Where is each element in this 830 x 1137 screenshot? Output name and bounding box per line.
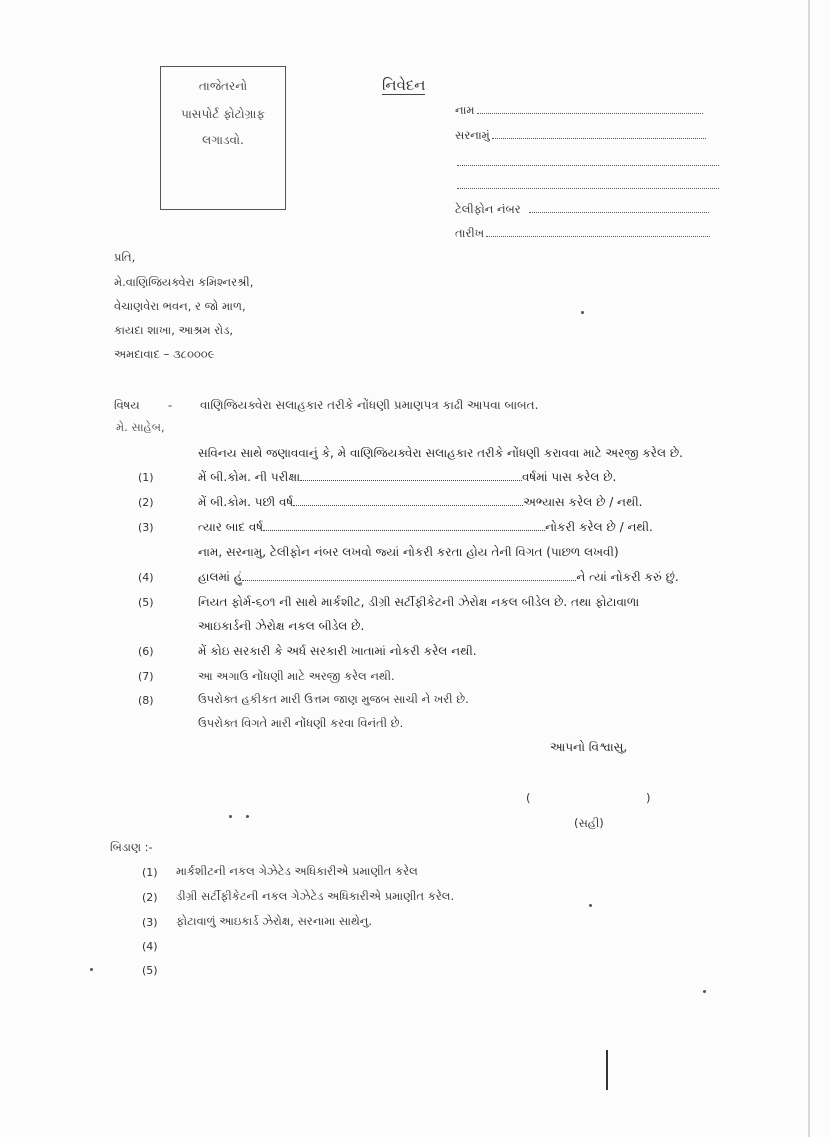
phone-blank[interactable] [529, 211, 709, 213]
photo-placeholder-box [160, 66, 286, 210]
name-blank[interactable] [477, 112, 703, 114]
photo-box-line-2: પાસપોર્ટ ફોટોગ્રાફ [181, 107, 265, 121]
enclosure-item-3: ફોટાવાળું આઇકાર્ડ ઝેરોક્ષ, સરનામા સાથેનુ. [176, 914, 372, 928]
item-number: (3) [138, 521, 154, 534]
address-label: સરનામું [455, 128, 490, 142]
item-number: (6) [138, 645, 154, 658]
address-blank[interactable] [492, 137, 706, 139]
item-number: (8) [138, 694, 154, 707]
scan-speck [589, 904, 592, 907]
item-6-line: મેં કોઇ સરકારી કે અર્ધ સરકારી ખાતામાં નોકરી કરેલ નથી. [198, 644, 477, 658]
item-5-line-1: નિયત ફોર્મ-૬૦૧ ની સાથે માર્કશીટ, ડીગ્રી સર્ટીફીકેટની ઝેરોક્ષ નકલ બીડેલ છે. તથા ફોટાવાળા [198, 595, 640, 609]
item-1-after: વર્ષમાં પાસ કરેલ છે. [522, 470, 617, 484]
item-number: (5) [138, 596, 154, 609]
item-number: (1) [138, 471, 154, 484]
scan-speck [229, 815, 232, 818]
item-number: (4) [138, 571, 154, 584]
item-number: (7) [138, 670, 154, 683]
enclosure-item-1: માર્કશીટની નકલ ગેઝેટેડ અધિકારીએ પ્રમાણીત કરેલ [176, 864, 418, 878]
item-2-before: મેં બી.કોમ. પછી વર્ષ [198, 495, 294, 509]
date-label: તારીખ [455, 226, 485, 240]
item-3-note: નામ, સરનામુ, ટેલીફોન નંબર લખવો જ્યાં નોકરી કરતા હોય તેની વિગત (પાછળ લખવી) [198, 545, 619, 559]
item-4-line [198, 570, 679, 585]
recipient-line-2: વેચાણવેરા ભવન, ર જો માળ, [114, 299, 246, 313]
item-2-after: અભ્યાસ કરેલ છે / નથી. [523, 495, 643, 509]
salutation: મે. સાહેબ, [116, 420, 165, 434]
item-8-line-1: ઉપરોક્ત હકીકત મારી ઉત્તમ જાણ મુજબ સાચી ને ખરી છે. [198, 692, 469, 706]
phone-label: ટેલીફોન નંબર [455, 202, 521, 216]
scan-mark-line [606, 1050, 608, 1090]
item-7-line: આ અગાઉ નોંધણી માટે અરજી કરેલ નથી. [198, 669, 395, 683]
item-8-line-2: ઉપરોક્ત વિગતે મારી નોંધણી કરવા વિનંતી છે. [198, 716, 404, 730]
enclosures-heading: બિડાણ :- [110, 840, 153, 854]
subject-label: વિષય [114, 398, 140, 412]
intro-paragraph: સવિનય સાથે જણાવવાનું કે, મે વાણિજિયક્વેરા સલાહકાર તરીકે નોંધણી કરાવવા માટે અરજી કરેલ છે. [198, 446, 683, 460]
scan-speck [581, 311, 584, 314]
name-field [455, 103, 703, 118]
enclosure-item-2: ડીગ્રી સર્ટીફીકેટની નકલ ગેઝેટેડ અધિકારીએ પ્રમાણીત કરેલ. [176, 889, 455, 903]
scan-speck [246, 815, 249, 818]
signature-close-paren: ) [646, 791, 651, 805]
signature-label: (સહી) [574, 816, 604, 830]
item-4-before: હાલમાં હું [198, 570, 243, 584]
item-2-line [198, 495, 642, 510]
subject-dash: - [168, 398, 173, 412]
enclosure-number: (1) [142, 866, 158, 879]
item-3-blank[interactable] [263, 529, 545, 531]
document-title: નિવેદન [382, 76, 426, 94]
closing-text: આપનો વિશ્વાસુ, [550, 740, 628, 754]
enclosure-number: (5) [142, 964, 158, 977]
enclosure-number: (2) [142, 891, 158, 904]
item-3-before: ત્યાર બાદ વર્ષ [198, 520, 264, 534]
date-blank[interactable] [486, 235, 710, 237]
recipient-line-3: કાયદા શાખા, આશ્રમ રોડ, [114, 323, 234, 337]
item-1-before: મેં બી.કોમ. ની પરીક્ષા [198, 470, 301, 484]
date-field [455, 226, 710, 241]
signature-open-paren: ( [526, 791, 531, 805]
page-edge [808, 0, 810, 1137]
recipient-line-4: અમદાવાદ – ૩૮૦૦૦૯ [114, 347, 215, 361]
item-3-after: નોકરી કરેલ છે / નથી. [545, 520, 653, 534]
scan-speck [90, 968, 93, 971]
phone-field [455, 202, 709, 217]
item-3-line [198, 520, 653, 535]
item-4-blank[interactable] [242, 579, 576, 581]
scan-speck [703, 990, 706, 993]
enclosure-number: (3) [142, 916, 158, 929]
name-label: નામ [455, 103, 475, 117]
enclosure-number: (4) [142, 940, 158, 953]
item-1-blank[interactable] [300, 479, 522, 481]
address-blank-line-2[interactable] [457, 164, 719, 166]
recipient-prati: પ્રતિ, [114, 250, 136, 264]
item-4-after: ને ત્યાં નોકરી કરું છું. [576, 570, 679, 584]
address-field [455, 128, 706, 143]
photo-box-line-1: તાજેતરનો [198, 79, 248, 93]
recipient-line-1: મે.વાણિજિયક્વેરા કમિશ્નરશ્રી, [114, 275, 254, 289]
item-2-blank[interactable] [293, 504, 523, 506]
item-number: (2) [138, 496, 154, 509]
photo-box-line-3: લગાડવો. [202, 133, 244, 147]
address-blank-line-3[interactable] [457, 187, 719, 189]
item-1-line [198, 470, 616, 485]
item-5-line-2: આઇકાર્ડની ઝેરોક્ષ નકલ બીડેલ છે. [198, 619, 365, 633]
subject-text: વાણિજિયક્વેરા સલાહકાર તરીકે નોંધણી પ્રમાણપત્ર કાઢી આપવા બાબત. [200, 398, 539, 412]
